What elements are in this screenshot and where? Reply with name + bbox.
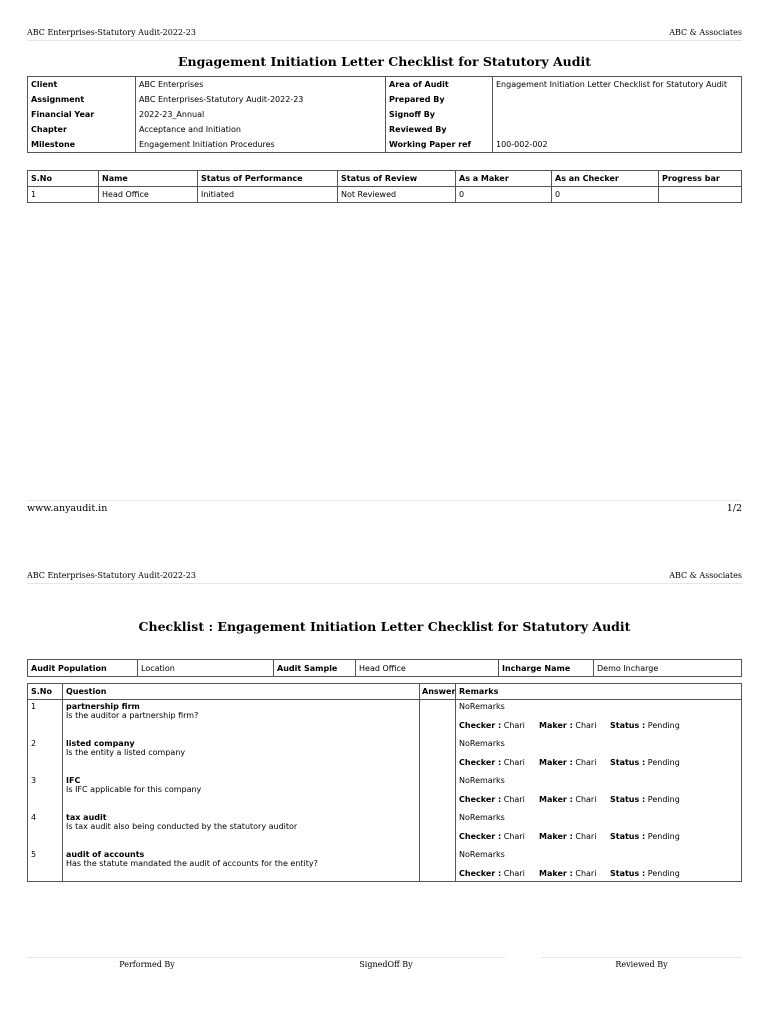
- page1-footer: [27, 503, 742, 514]
- status-value: Pending: [647, 831, 680, 841]
- header-divider: [27, 40, 742, 41]
- checker-value: Chari: [503, 721, 525, 730]
- question-text: Is tax audit also being conducted by the statutory auditor: [66, 821, 298, 831]
- checker-value: Chari: [503, 794, 525, 804]
- fy-value: 2022-23_Annual: [136, 107, 386, 122]
- area-value: Engagement Initiation Letter Checklist for Statutory Audit: [493, 77, 742, 93]
- client-value: ABC Enterprises: [136, 77, 386, 93]
- table-row: [28, 774, 742, 811]
- status-value: Pending: [647, 868, 680, 878]
- signoff-label: Signoff By: [386, 107, 493, 122]
- checker-label: Checker :: [459, 831, 502, 841]
- cell-sno: 1: [28, 187, 99, 203]
- question-sno: 3: [28, 774, 63, 811]
- page-number: 1/2: [726, 503, 742, 514]
- col-name: Name: [99, 171, 198, 187]
- col-maker: As a Maker: [456, 171, 552, 187]
- milestone-value: Engagement Initiation Procedures: [136, 137, 386, 153]
- maker-value: Chari: [575, 757, 597, 767]
- reviewed-label: Reviewed By: [386, 122, 493, 137]
- status-value: Pending: [647, 757, 680, 767]
- remarks-text: NoRemarks: [459, 849, 505, 859]
- maker-value: Chari: [575, 721, 597, 730]
- page1-header: [27, 28, 742, 37]
- question-sno: 4: [28, 811, 63, 848]
- answer-cell: [420, 700, 456, 737]
- checklist-title: Checklist : Engagement Initiation Letter Checklist for Statutory Audit: [138, 619, 631, 634]
- table-row: [28, 811, 742, 848]
- signature-signedoff: [267, 957, 505, 969]
- col-review: Status of Review: [338, 171, 456, 187]
- signature-performed: [27, 957, 267, 969]
- answer-cell: [420, 737, 456, 774]
- engagement-info: [27, 76, 742, 153]
- footer-divider: [27, 500, 742, 501]
- col-checker: As an Checker: [552, 171, 659, 187]
- checker-value: Chari: [503, 831, 525, 841]
- status-label: Status :: [610, 794, 646, 804]
- checker-label: Checker :: [459, 721, 502, 730]
- checker-label: Checker :: [459, 868, 502, 878]
- checker-value: Chari: [503, 757, 525, 767]
- col-answer: Answer: [420, 684, 456, 700]
- question-sno: 1: [28, 700, 63, 737]
- question-title: tax audit: [66, 812, 107, 822]
- assignment-value: ABC Enterprises-Statutory Audit-2022-23: [136, 92, 386, 107]
- page2-header: [27, 571, 742, 580]
- summary-table: [27, 170, 742, 203]
- status-value: Pending: [647, 794, 680, 804]
- assignment-label: Assignment: [28, 92, 136, 107]
- milestone-label: Milestone: [28, 137, 136, 153]
- fy-label: Financial Year: [28, 107, 136, 122]
- checker-label: Checker :: [459, 757, 502, 767]
- maker-label: Maker :: [539, 794, 573, 804]
- col-progress: Progress bar: [659, 171, 742, 187]
- population-label: Audit Population: [28, 660, 138, 677]
- checker-label: Checker :: [459, 794, 502, 804]
- table-row: [28, 187, 742, 203]
- table-row: [28, 848, 742, 882]
- header-divider: [27, 583, 742, 584]
- question-text: Is the entity a listed company: [66, 747, 186, 757]
- chapter-value: Acceptance and Initiation: [136, 122, 386, 137]
- question-title: IFC: [66, 775, 81, 785]
- table-row: [28, 700, 742, 737]
- header-left: ABC Enterprises-Statutory Audit-2022-23: [27, 571, 196, 580]
- maker-value: Chari: [575, 831, 597, 841]
- col-remarks: Remarks: [456, 684, 742, 700]
- table-row: [28, 737, 742, 774]
- question-text: Is IFC applicable for this company: [66, 784, 202, 794]
- header-right: ABC & Associates: [669, 28, 742, 37]
- col-sno: S.No: [28, 684, 63, 700]
- client-label: Client: [28, 77, 136, 93]
- cell-review: Not Reviewed: [338, 187, 456, 203]
- chapter-label: Chapter: [28, 122, 136, 137]
- prepared-label: Prepared By: [386, 92, 493, 107]
- cell-performance: Initiated: [198, 187, 338, 203]
- answer-cell: [420, 774, 456, 811]
- sample-label: Audit Sample: [274, 660, 356, 677]
- question-text: Is the auditor a partnership firm?: [66, 711, 199, 720]
- footer-website-link[interactable]: www.anyaudit.in: [27, 503, 108, 514]
- cell-name: Head Office: [99, 187, 198, 203]
- sample-value: Head Office: [356, 660, 499, 677]
- question-sno: 5: [28, 848, 63, 882]
- checker-value: Chari: [503, 868, 525, 878]
- col-performance: Status of Performance: [198, 171, 338, 187]
- signature-reviewed: [541, 957, 742, 969]
- status-value: Pending: [647, 721, 680, 730]
- status-label: Status :: [610, 721, 646, 730]
- remarks-text: NoRemarks: [459, 812, 505, 822]
- maker-value: Chari: [575, 794, 597, 804]
- cell-checker: 0: [552, 187, 659, 203]
- incharge-label: Incharge Name: [499, 660, 594, 677]
- maker-label: Maker :: [539, 831, 573, 841]
- status-label: Status :: [610, 868, 646, 878]
- remarks-text: NoRemarks: [459, 738, 505, 748]
- question-title: audit of accounts: [66, 849, 145, 859]
- col-question: Question: [63, 684, 420, 700]
- page-title: Engagement Initiation Letter Checklist for Statutory Audit: [177, 54, 592, 69]
- maker-value: Chari: [575, 868, 597, 878]
- incharge-value: Demo Incharge: [594, 660, 742, 677]
- maker-label: Maker :: [539, 757, 573, 767]
- reviewed-value: [493, 122, 742, 137]
- signoff-value: [493, 107, 742, 122]
- area-label: Area of Audit: [386, 77, 493, 93]
- audit-criteria: [27, 659, 742, 677]
- header-right: ABC & Associates: [669, 571, 742, 580]
- status-label: Status :: [610, 757, 646, 767]
- wpref-value: 100-002-002: [493, 137, 742, 153]
- status-label: Status :: [610, 831, 646, 841]
- question-text: Has the statute mandated the audit of accounts for the entity?: [66, 858, 318, 868]
- performed-by-label: Performed By: [119, 960, 175, 969]
- remarks-text: NoRemarks: [459, 702, 505, 711]
- remarks-text: NoRemarks: [459, 775, 505, 785]
- reviewed-by-label: Reviewed By: [615, 960, 668, 969]
- maker-label: Maker :: [539, 868, 573, 878]
- question-title: listed company: [66, 738, 135, 748]
- population-value: Location: [138, 660, 274, 677]
- answer-cell: [420, 811, 456, 848]
- header-left: ABC Enterprises-Statutory Audit-2022-23: [27, 28, 196, 37]
- question-sno: 2: [28, 737, 63, 774]
- wpref-label: Working Paper ref: [386, 137, 493, 153]
- cell-progress-bar: [659, 187, 742, 203]
- prepared-value: [493, 92, 742, 107]
- maker-label: Maker :: [539, 721, 573, 730]
- questions-table: [27, 683, 742, 882]
- col-sno: S.No: [28, 171, 99, 187]
- cell-maker: 0: [456, 187, 552, 203]
- signedoff-by-label: SignedOff By: [359, 960, 413, 969]
- question-title: partnership firm: [66, 702, 140, 711]
- answer-cell: [420, 848, 456, 882]
